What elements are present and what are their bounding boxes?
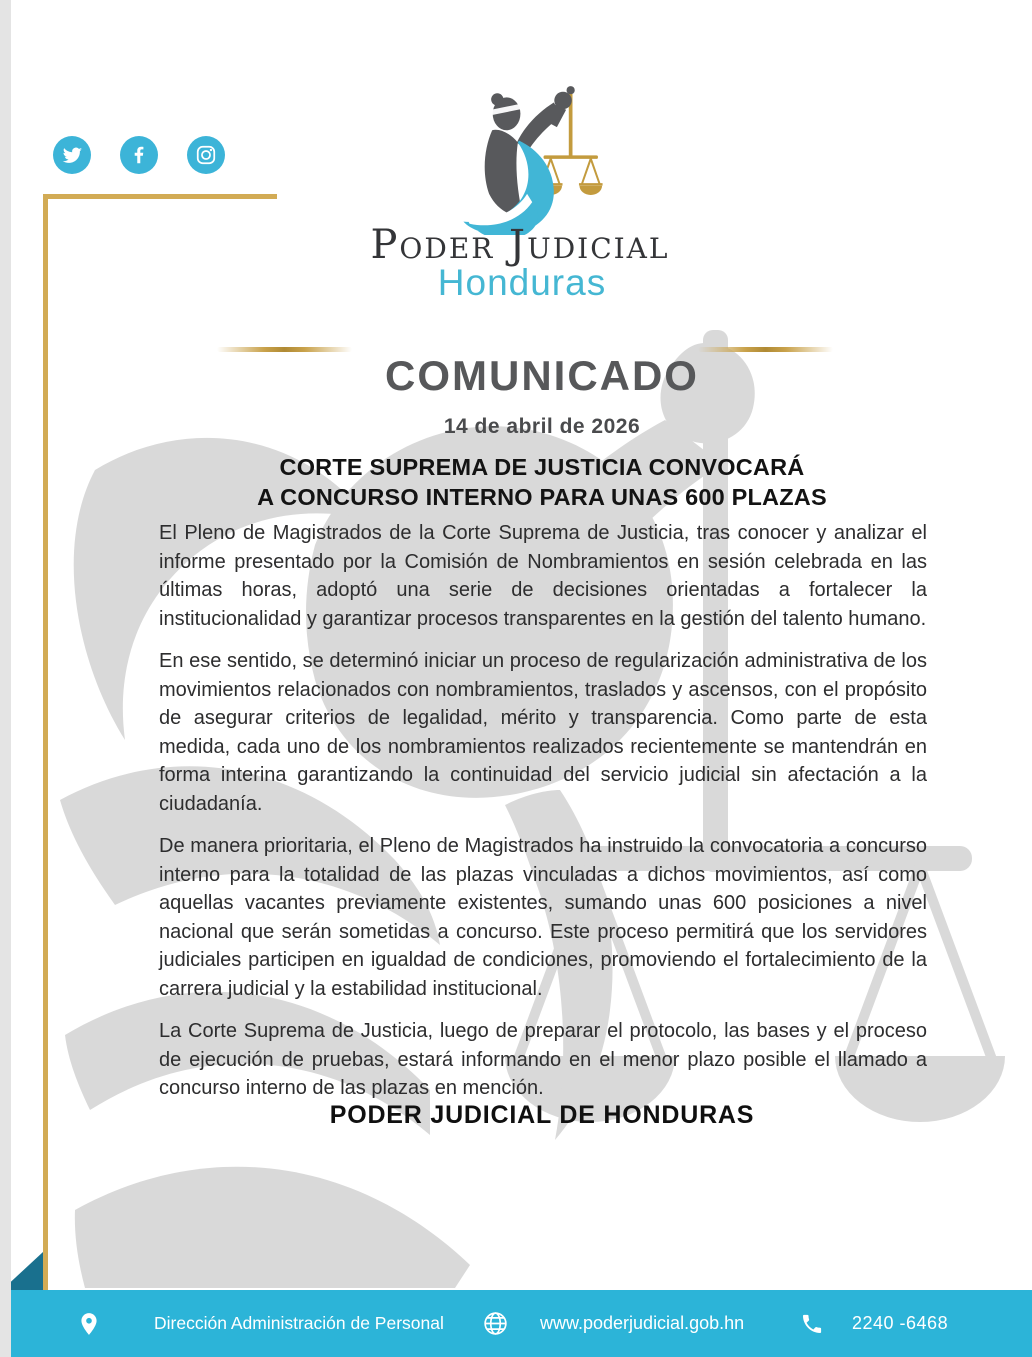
facebook-icon[interactable] — [120, 136, 158, 174]
logo-title: Poder Judicial — [370, 222, 670, 268]
twitter-bird-glyph — [61, 144, 83, 166]
communique-body — [159, 519, 927, 1117]
communique-title: COMUNICADO — [385, 352, 699, 399]
footer-phone: 2240 -6468 — [852, 1313, 949, 1333]
paragraph-3: De manera prioritaria, el Pleno de Magistrados ha instruido la convocatoria a concurso interno para la totalidad de las plazas vinculadas a dichos movimientos, así como aquellas vacantes previamente existentes, sumando unas 600 posiciones a nivel nacional que serán sometidas a concurso. Este proceso permitirá que los servidores judiciales participen en igualdad de condiciones, promoviendo el fortalecimiento de la carrera judicial y la estabilidad institucional. — [159, 835, 927, 1000]
logo-subtitle: Honduras — [437, 262, 607, 303]
signature-line: PODER JUDICIAL DE HONDURAS — [329, 1101, 755, 1129]
headline-line-2: A CONCURSO INTERNO PARA UNAS 600 PLAZAS — [257, 484, 827, 510]
paragraph-1: El Pleno de Magistrados de la Corte Suprema de Justicia, tras conocer y analizar el informe presentado por la Comisión de Nombramientos en sesión celebrada en las últimas horas, adoptó una serie de decisiones orientadas a fortalecer la institucionalidad y garantizar procesos transparentes en la gestión del talento humano. — [159, 522, 927, 630]
communique-date: 14 de abril de 2026 — [443, 415, 641, 438]
globe-icon — [482, 1290, 509, 1357]
logo-justice-figure — [455, 83, 630, 235]
paragraph-2: En ese sentido, se determinó iniciar un proceso de regularización administrativa de los movimientos relacionados con nombramientos, traslados y ascensos, con el propósito de asegurar criterios de legalidad, mérito y transparencia. Como parte de esta medida, cada uno de los nombramientos realizados recientemente se mantendrán en forma interina garantizando la continuidad del servicio judicial sin afectación a la ciudadanía. — [159, 650, 927, 815]
gold-corner-line-horizontal — [43, 194, 277, 199]
paragraph-4: La Corte Suprema de Justicia, luego de preparar el protocolo, las bases y el proceso de ejecución de pruebas, estará informando en el menor plazo posible el llamado a concurso interno de las plazas en mención. — [159, 1020, 927, 1099]
facebook-f-glyph — [128, 144, 150, 166]
footer-department: Dirección Administración de Personal — [154, 1313, 444, 1333]
location-pin-icon — [76, 1290, 102, 1357]
headline-line-1: CORTE SUPREMA DE JUSTICIA CONVOCARÁ — [279, 454, 805, 480]
phone-icon — [800, 1290, 824, 1357]
twitter-icon[interactable] — [53, 136, 91, 174]
left-edge-strip — [0, 0, 11, 1357]
instagram-icon[interactable] — [187, 136, 225, 174]
footer-bar — [11, 1290, 1032, 1357]
social-icons — [53, 136, 225, 174]
footer-website[interactable]: www.poderjudicial.gob.hn — [540, 1313, 745, 1333]
instagram-camera-glyph — [195, 144, 217, 166]
communique-headline — [0, 452, 1032, 512]
